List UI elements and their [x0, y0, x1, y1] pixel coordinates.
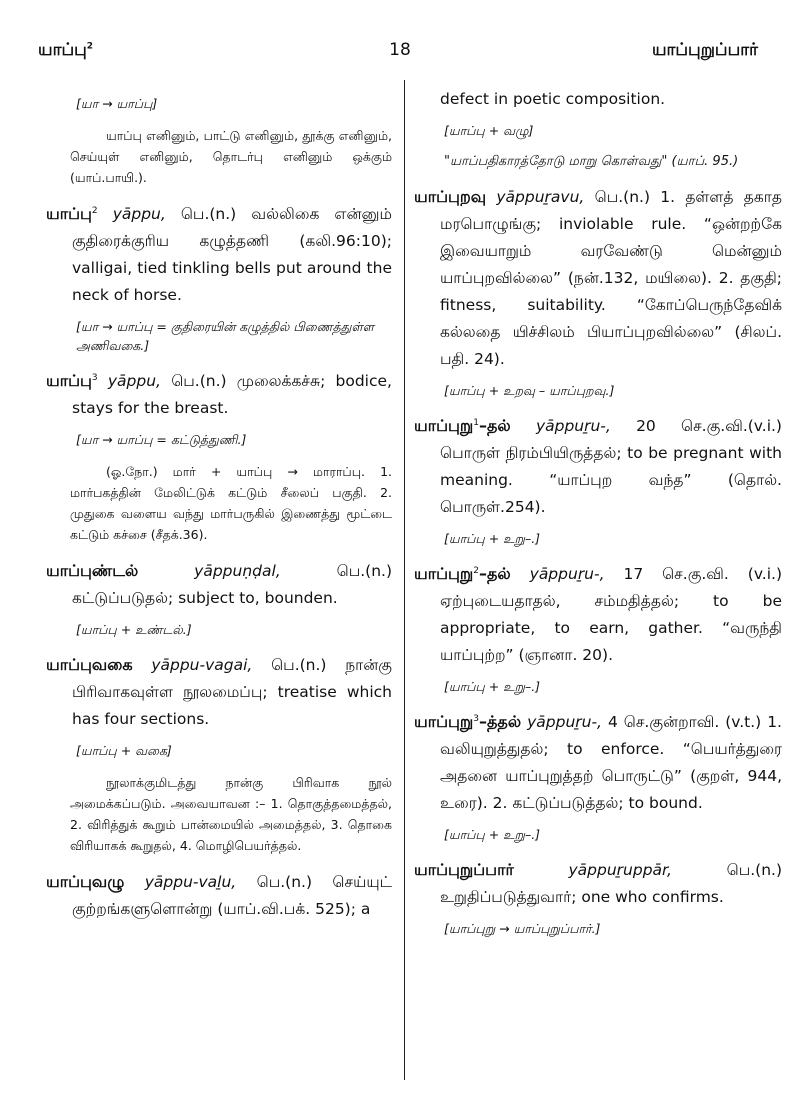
- header-left-guide-word: யாப்பு$^2$: [38, 40, 94, 60]
- transliteration: yāppu-vaḻu,: [144, 873, 237, 891]
- entry-note: நூலாக்குமிடத்து நான்கு பிரிவாக நூல் அமைக்கப்படும். அவையாவன :– 1. தொகுத்தமைத்தல், 2. விரித்துக் கூறும் பான்மையில் அமைத்தல், 3. தொகை விரியாகக் கூறுதல், 4. மொழிபெயர்த்தல்.: [70, 775, 392, 853]
- column-divider: [404, 80, 405, 1080]
- dictionary-entry: [46, 557, 392, 612]
- etymology: [யாப்பு + உறு–.]: [444, 531, 541, 546]
- definition: பெ.(n.) முலைக்கச்சு; bodice, stays for the breast.: [72, 372, 392, 417]
- definition: பெ.(n.) உறுதிப்படுத்துவார்; one who confirms.: [440, 861, 782, 906]
- headword: யாப்புறவு: [414, 187, 487, 206]
- page-number: 18: [389, 40, 411, 60]
- dictionary-entry: யாப்புறு$^1$–தல் yāppuṟu-, 20 செ.கு.வி.(v.i.) பொருள் நிரம்பியிருத்தல்; to be pregnant with meaning. “யாப்புற வந்த” (தொல். பொருள்.254).: [414, 416, 782, 516]
- entry-note: யாப்பு எனினும், பாட்டு எனினும், தூக்கு எனினும், செய்யுள் எனினும், தொடர்பு எனினும் ஒக்கும் (யாப்.பாயி.).: [70, 128, 392, 185]
- citation-quote: "யாப்பதிகாரத்தோடு மாறு கொள்வது" (யாப். 95.): [444, 154, 739, 169]
- etymology: [யாப்பு + வழு]: [444, 123, 534, 138]
- etymology: [யாப்பு + உறவு – யாப்புறவு.]: [444, 383, 615, 398]
- headword: யாப்பு: [46, 371, 92, 390]
- etymology: [யா → யாப்பு = கட்டுத்துணி.]: [76, 432, 247, 447]
- header-right-guide-word: யாப்புறுப்பார்: [651, 40, 758, 60]
- headword: யாப்பு: [46, 204, 92, 223]
- headword: யாப்புறு: [414, 416, 474, 435]
- etymology: [யா → யாப்பு]: [76, 96, 158, 111]
- dictionary-entry: யாப்பு$^2$ yāppu, பெ.(n.) வல்லிகை என்னும் குதிரைக்குரிய கழுத்தணி (கலி.96:10); valligai, tied tinkling bells put around the neck of horse.: [46, 204, 392, 304]
- left-column: [46, 86, 392, 931]
- dictionary-entry: [414, 183, 782, 373]
- etymology: [யாப்பு + உறு–.]: [444, 679, 541, 694]
- etymology: [யாப்பு + உறு–.]: [444, 827, 541, 842]
- definition: 4 செ.குன்றாவி. (v.t.) 1. வலியுறுத்துதல்; to enforce. “பெயர்த்துரை அதனை யாப்புறுத்தற் பொருட்டு” (குறள், 944, உரை). 2. கட்டுப்படுத்தல்; to bound.: [440, 713, 782, 812]
- definition: 17 செ.கு.வி. (v.i.) ஏற்புடையதாதல், சம்மதித்தல்; to be appropriate, to earn, gather. “வருந்தி யாப்புற்ற” (ஞானா. 20).: [440, 565, 783, 664]
- transliteration: yāppuṇḍal,: [194, 562, 281, 580]
- headword: யாப்புறு: [414, 564, 474, 583]
- etymology: [யாப்பு + வகை]: [76, 743, 172, 758]
- etymology: [யாப்புறு → யாப்புறுப்பார்.]: [444, 921, 601, 936]
- dictionary-entry: [46, 651, 392, 733]
- transliteration: yāppu-vagai,: [151, 656, 253, 674]
- headword: யாப்புறு: [414, 712, 474, 731]
- dictionary-entry: [46, 868, 392, 923]
- etymology: [யாப்பு + உண்டல்.]: [76, 622, 192, 637]
- headword: யாப்புவழு: [46, 872, 125, 891]
- transliteration: yāppu,: [107, 372, 161, 390]
- transliteration: yāppuṟu-,: [535, 417, 611, 435]
- transliteration: yāppu,: [112, 205, 166, 223]
- definition: பெ.(n.) கட்டுப்படுதல்; subject to, bounden.: [72, 562, 392, 607]
- dictionary-entry: யாப்புறு$^3$–த்தல் yāppuṟu-, 4 செ.குன்றாவி. (v.t.) 1. வலியுறுத்துதல்; to enforce. “பெயர்த்துரை அதனை யாப்புறுத்தற் பொருட்டு” (குறள், 944, உரை). 2. கட்டுப்படுத்தல்; to bound.: [414, 712, 782, 812]
- dictionary-entry: யாப்பு$^3$ yāppu, பெ.(n.) முலைக்கச்சு; bodice, stays for the breast.: [46, 371, 392, 417]
- definition: பெ.(n.) வல்லிகை என்னும் குதிரைக்குரிய கழுத்தணி (கலி.96:10); valligai, tied tinkling bells put around the neck of horse.: [72, 205, 392, 304]
- headword: யாப்புவகை: [46, 655, 133, 674]
- transliteration: yāppuṟu-,: [529, 565, 605, 583]
- definition: பெ.(n.) நான்கு பிரிவாகவுள்ள நூலமைப்பு; treatise which has four sections.: [72, 656, 392, 728]
- definition-continued: defect in poetic composition.: [440, 90, 666, 108]
- transliteration: yāppuṟavu,: [496, 188, 585, 206]
- dictionary-entry: [414, 856, 782, 911]
- entry-note: (ஓ.நோ.) மார் + யாப்பு → மாராப்பு. 1. மார்பகத்தின் மேலிட்டுக் கட்டும் சீலைப் பகுதி. 2. முதுகை வளைய வந்து மார்பருகில் இணைத்து மூட்டை கட்டும் கச்சை (சீதக்.36).: [70, 464, 392, 542]
- dictionary-entry: யாப்புறு$^2$–தல் yāppuṟu-, 17 செ.கு.வி. (v.i.) ஏற்புடையதாதல், சம்மதித்தல்; to be appropriate, to earn, gather. “வருந்தி யாப்புற்ற” (ஞானா. 20).: [414, 564, 783, 664]
- definition: 20 செ.கு.வி.(v.i.) பொருள் நிரம்பியிருத்தல்; to be pregnant with meaning. “யாப்புற வந்த” (தொல். பொருள்.254).: [440, 417, 782, 516]
- etymology: [யா → யாப்பு = குதிரையின் கழுத்தில் பிணைத்துள்ள அணிவகை.]: [76, 319, 375, 353]
- headword: யாப்புறுப்பார்: [414, 860, 514, 879]
- headword: யாப்புண்டல்: [46, 561, 139, 580]
- definition: பெ.(n.) 1. தள்ளத் தகாத மரபொழுங்கு; inviolable rule. “ஒன்றற்கே இவையாறும் வரவேண்டு மென்னும் யாப்புறவில்லை” (நன்.132, மயிலை). 2. தகுதி; fitness, suitability. “கோப்பெருந்தேவிக் கல்லதை யிச்சிலம் பியாப்புறவில்லை” (சிலப். பதி. 24).: [440, 188, 782, 368]
- right-column: [414, 86, 782, 950]
- transliteration: yāppuṟu-,: [527, 713, 602, 731]
- transliteration: yāppuṟuppār,: [568, 861, 672, 879]
- definition: பெ.(n.) செய்யுட் குற்றங்களுளொன்று (யாப்.வி.பக். 525); a: [72, 873, 392, 918]
